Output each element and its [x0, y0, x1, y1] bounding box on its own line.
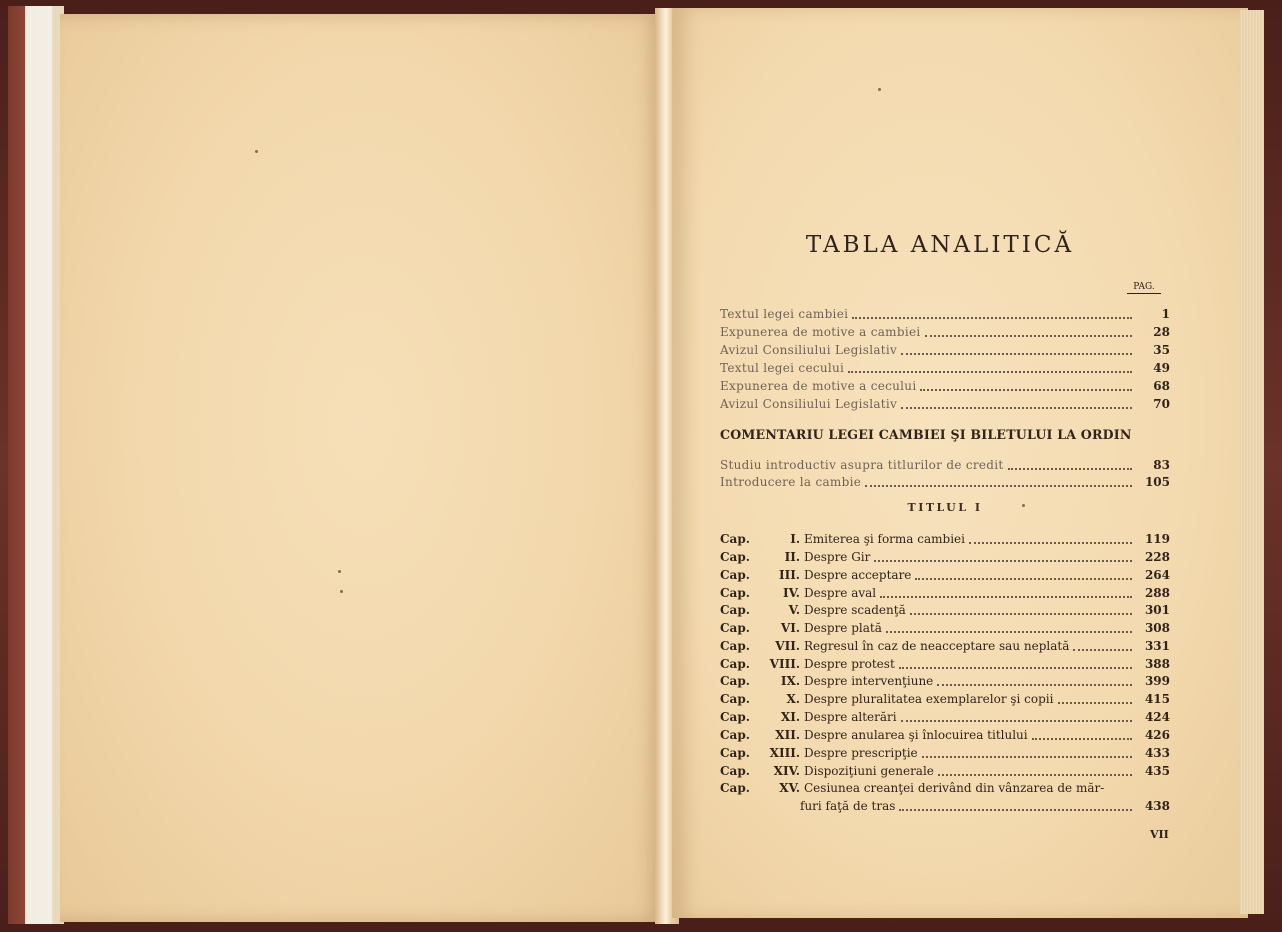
- page-column-label: PAG.: [1127, 282, 1161, 294]
- chapter-entry: Cap. V. Despre scadenţă 301: [720, 603, 1170, 617]
- toc-entry: Avizul Consiliului Legislativ 35: [720, 343, 1170, 357]
- chapter-entry: Cap. III. Despre acceptare 264: [720, 568, 1170, 582]
- toc-entry: Avizul Consiliului Legislativ 70: [720, 397, 1170, 411]
- chapter-entry: Cap. IV. Despre aval 288: [720, 586, 1170, 600]
- page-title: TABLA ANALITICĂ: [805, 232, 1075, 258]
- toc-entry: Textul legei cambiei 1: [720, 307, 1170, 321]
- chapter-entry-continued: furi faţă de tras 438: [800, 799, 1170, 813]
- chapter-entry: Cap. I. Emiterea şi forma cambiei 119: [720, 532, 1170, 546]
- page-number: VII: [1150, 828, 1169, 841]
- toc-entry: Introducere la cambie 105: [720, 475, 1170, 489]
- section-heading: COMENTARIU LEGEI CAMBIEI ŞI BILETULUI LA ORDIN: [720, 427, 1132, 442]
- chapter-entry: Cap. VI. Despre plată 308: [720, 621, 1170, 635]
- chapter-entry: Cap. X. Despre pluralitatea exemplarelor şi copii 415: [720, 692, 1170, 706]
- toc-entry: Expunerea de motive a cambiei 28: [720, 325, 1170, 339]
- chapter-entry: Cap. XIII. Despre prescripţie 433: [720, 746, 1170, 760]
- toc-entry: Studiu introductiv asupra titlurilor de credit 83: [720, 458, 1170, 472]
- toc-entry: Expunerea de motive a cecului 68: [720, 379, 1170, 393]
- chapter-entry: Cap. XI. Despre alterări 424: [720, 710, 1170, 724]
- chapter-entry: Cap. IX. Despre intervenţiune 399: [720, 674, 1170, 688]
- toc-entry: Textul legei cecului 49: [720, 361, 1170, 375]
- chapter-entry: Cap. XII. Despre anularea şi înlocuirea titlului 426: [720, 728, 1170, 742]
- chapter-entry: Cap. II. Despre Gir 228: [720, 550, 1170, 564]
- chapter-entry: Cap. VIII. Despre protest 388: [720, 657, 1170, 671]
- part-heading: TITLUL I: [907, 501, 983, 514]
- chapter-entry: Cap. VII. Regresul în caz de neacceptare sau neplată 331: [720, 639, 1170, 653]
- chapter-entry: Cap. XIV. Dispoziţiuni generale 435: [720, 764, 1170, 778]
- chapter-entry: Cap. XV. Cesiunea creanţei derivând din vânzarea de măr-: [720, 781, 1105, 795]
